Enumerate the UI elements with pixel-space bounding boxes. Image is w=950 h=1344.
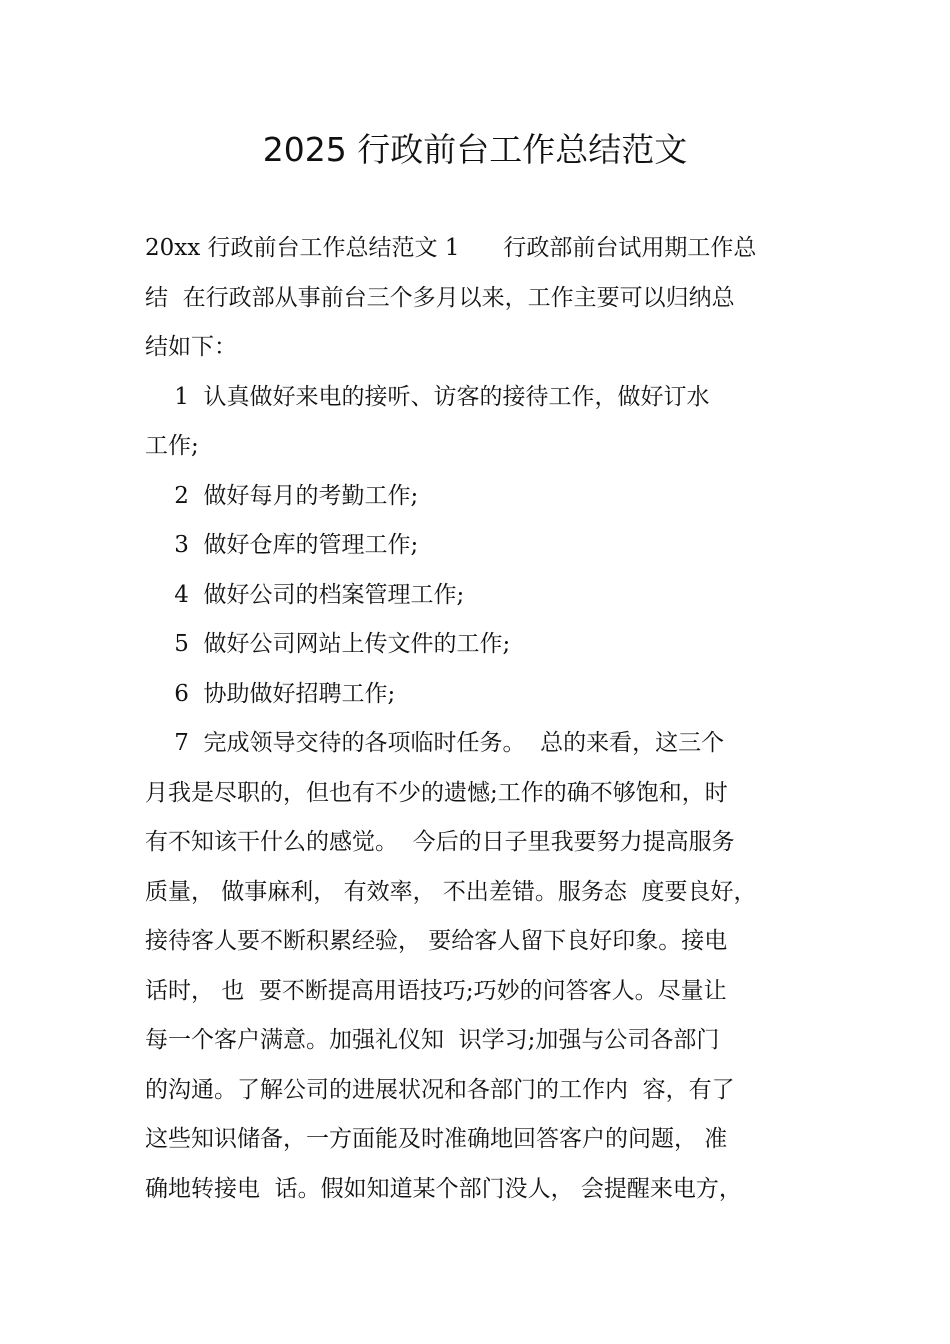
text-line: 结 在行政部从事前台三个多月以来，工作主要可以归纳总 — [145, 284, 735, 311]
text-line: 工作; — [145, 433, 199, 459]
document-title: 2025 行政前台工作总结范文 — [262, 130, 688, 169]
text-line: 月我是尽职的，但也有不少的遗憾;工作的确不够饱和，时 — [145, 779, 728, 806]
text-line: 3 做好仓库的管理工作; — [145, 532, 419, 558]
text-line: 5 做好公司网站上传文件的工作; — [145, 631, 511, 657]
text-line: 1 认真做好来电的接听、访客的接待工作，做好订水 — [145, 383, 710, 410]
text-line: 4 做好公司的档案管理工作; — [145, 581, 465, 608]
text-line: 质量， 做事麻利， 有效率， 不出差错。服务态 度要良好， — [145, 878, 757, 905]
text-line: 2 做好每月的考勤工作; — [145, 482, 419, 509]
text-line: 接待客人要不断积累经验， 要给客人留下良好印象。接电 — [145, 928, 728, 954]
text-line: 话时， 也 要不断提高用语技巧;巧妙的问答客人。尽量让 — [145, 977, 727, 1004]
text-line: 每一个客户满意。加强礼仪知 识学习;加强与公司各部门 — [145, 1027, 720, 1053]
document-body — [145, 224, 810, 1214]
text-line: 6 协助做好招聘工作; — [145, 680, 396, 707]
text-line: 确地转接电 话。假如知道某个部门没人， 会提醒来电方， — [145, 1175, 742, 1202]
text-line: 结如下： — [145, 334, 237, 360]
text-line: 的沟通。了解公司的进展状况和各部门的工作内 容，有了 — [145, 1076, 735, 1103]
text-line: 20xx 行政前台工作总结范文 1 行政部前台试用期工作总 — [145, 235, 757, 261]
text-line: 这些知识储备，一方面能及时准确地回答客户的问题， 准 — [145, 1126, 728, 1152]
text-line: 7 完成领导交待的各项临时任务。 总的来看，这三个 — [145, 730, 725, 756]
text-line: 有不知该干什么的感觉。 今后的日子里我要努力提高服务 — [145, 829, 735, 855]
